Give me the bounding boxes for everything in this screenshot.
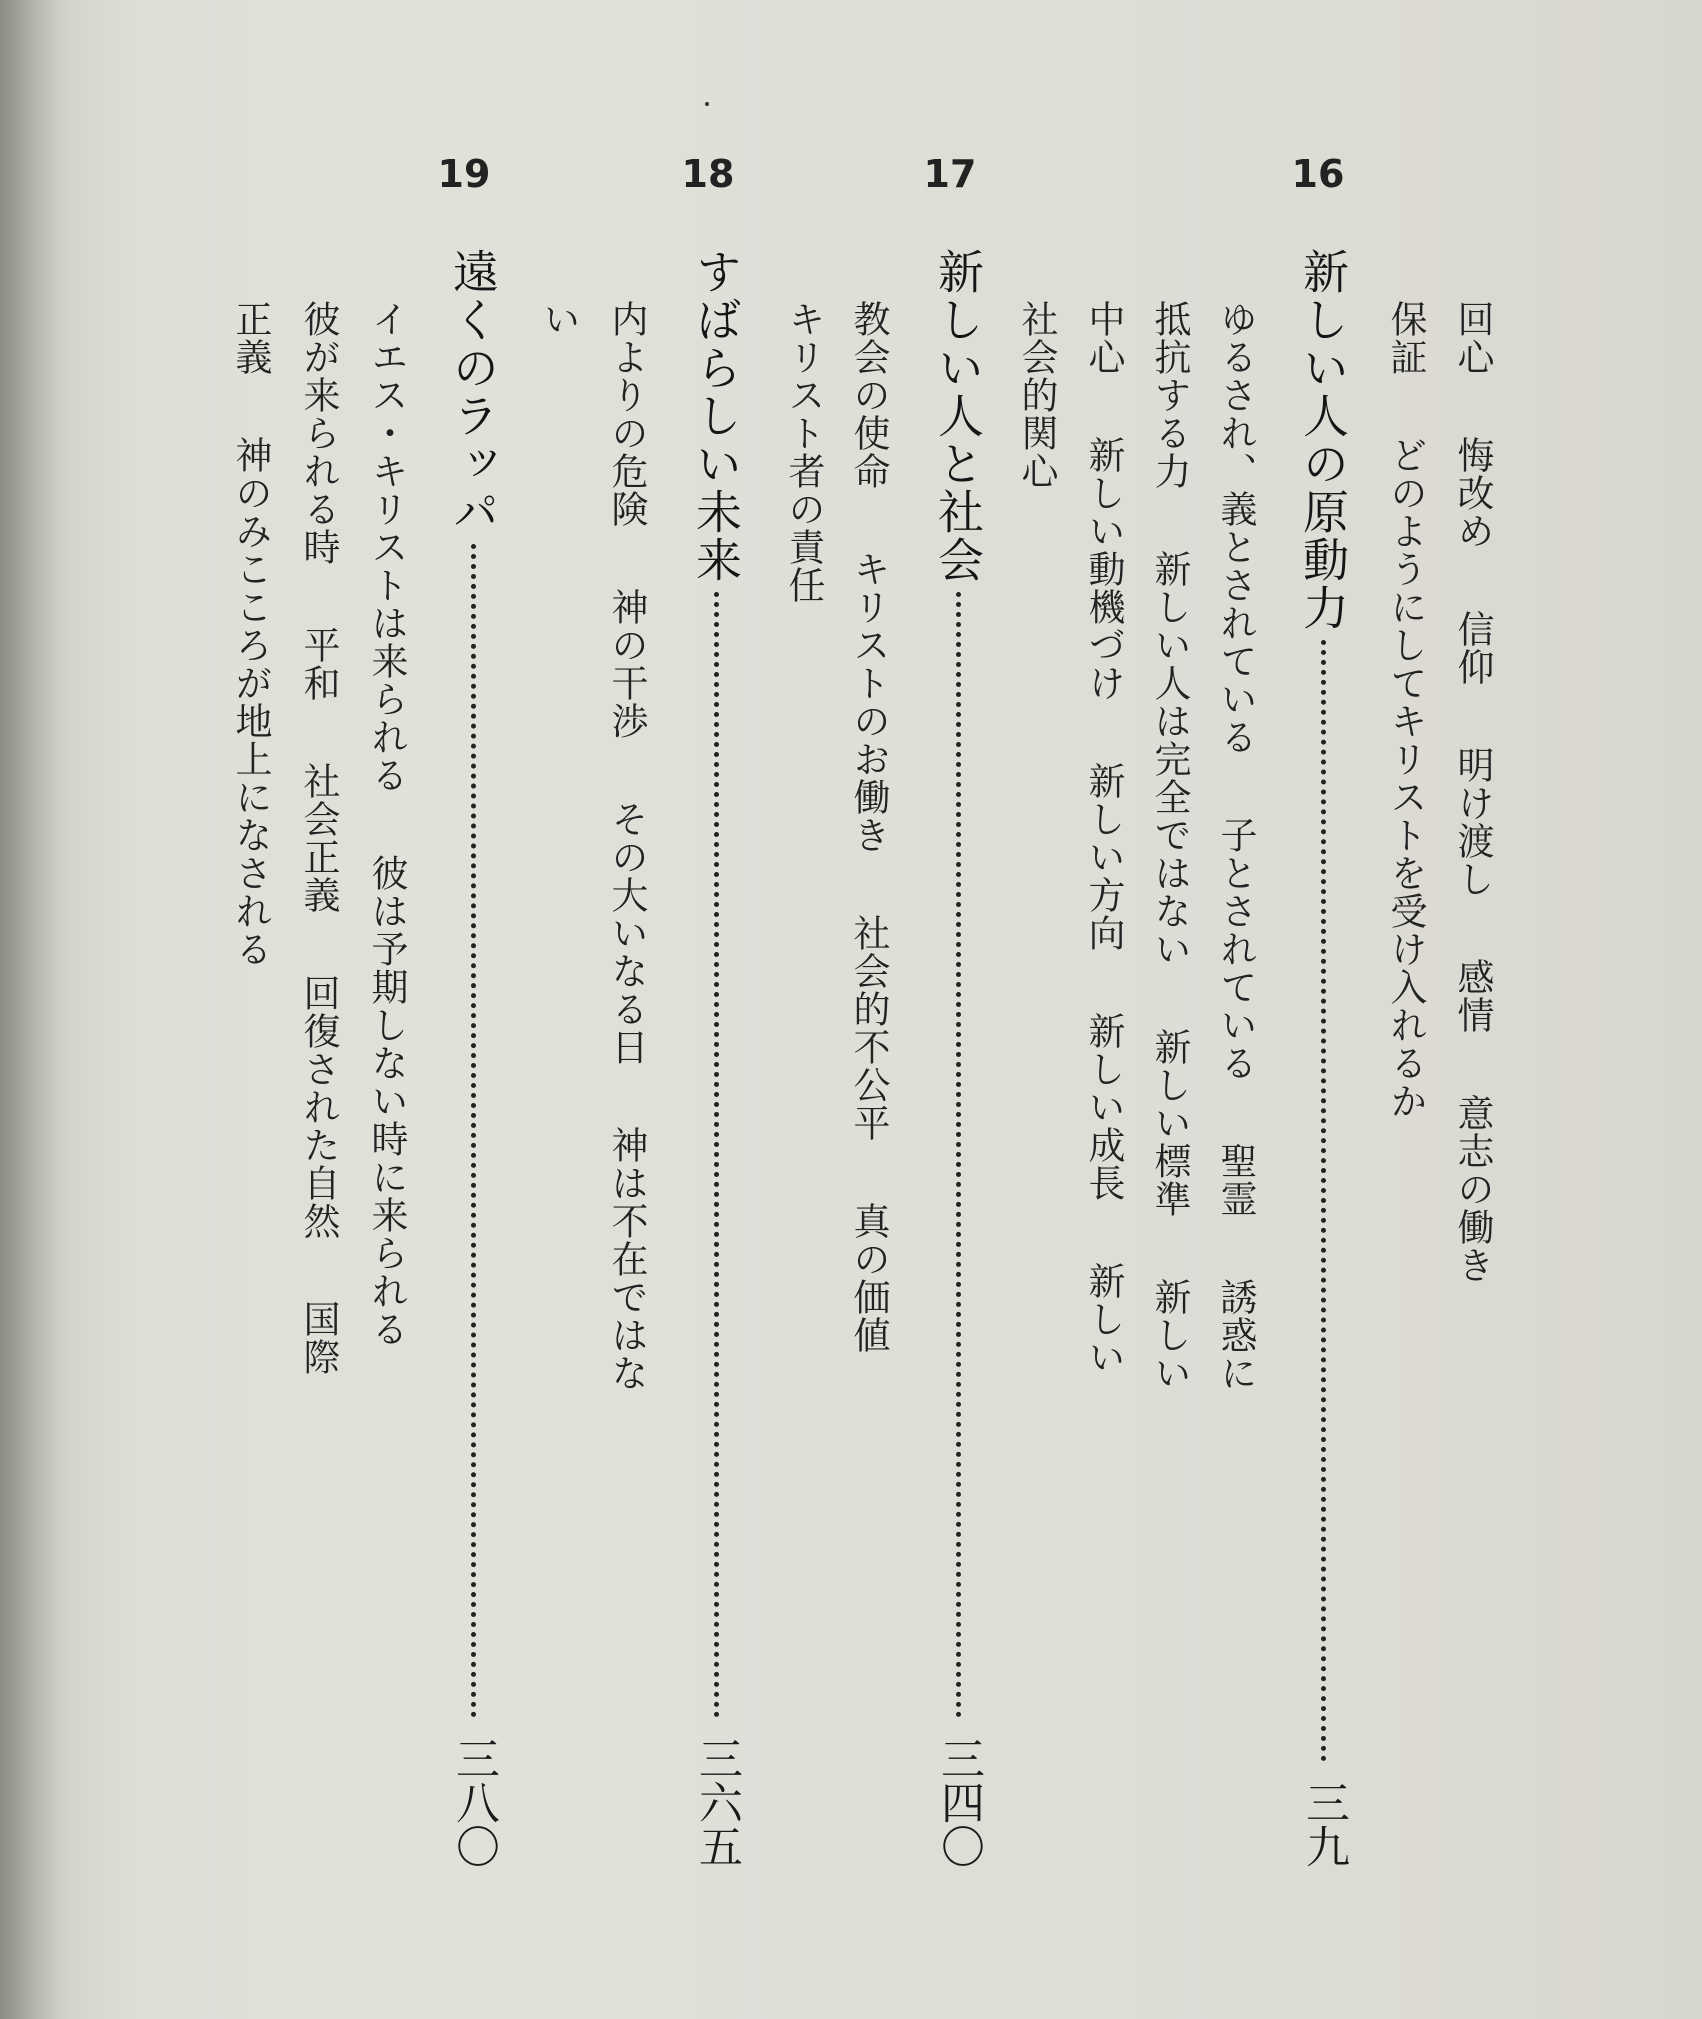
chapter-number-18: 18 — [681, 152, 735, 196]
page-number: 三四〇 — [933, 1736, 984, 1868]
chapter-16-heading — [1290, 248, 1356, 1868]
chapter-17-heading — [925, 248, 991, 1868]
ink-dot — [705, 102, 709, 106]
toc-line: 回心悔改め信仰明け渡し感情意志の働き — [1451, 300, 1494, 1284]
chapter-number-19: 19 — [437, 152, 491, 196]
chapter-title: 新しい人の原動力 — [1296, 248, 1350, 632]
page-number: 三九 — [1298, 1780, 1349, 1868]
toc-line: い — [537, 300, 580, 338]
toc-line: 社会的関心 — [1015, 300, 1058, 490]
dot-leader — [1321, 640, 1326, 1762]
dot-leader — [956, 592, 961, 1718]
toc-line: イエス・キリストは来られる彼は予期しない時に来られる — [365, 300, 408, 1348]
page-number: 三八〇 — [448, 1736, 499, 1868]
chapter-title: 新しい人と社会 — [931, 248, 985, 584]
toc-line: 中心新しい動機づけ新しい方向新しい成長新しい — [1082, 300, 1125, 1376]
toc-line: 内よりの危険神の干渉その大いなる日神は不在ではな — [605, 300, 648, 1392]
chapter-number-16: 16 — [1291, 152, 1345, 196]
toc-line: キリスト者の責任 — [782, 300, 825, 604]
toc-line: 保証どのようにしてキリストを受け入れるか — [1384, 300, 1427, 1120]
chapter-19-heading — [440, 248, 506, 1868]
toc-line: 抵抗する力新しい人は完全ではない新しい標準新しい — [1148, 300, 1191, 1392]
toc-line: 正義神のみこころが地上になされる — [229, 300, 272, 968]
page-number: 三六五 — [691, 1736, 742, 1868]
chapter-title: すばらしい未来 — [689, 248, 743, 584]
dot-leader — [714, 592, 719, 1718]
toc-line: 教会の使命キリストのお働き社会的不公平真の価値 — [847, 300, 890, 1354]
dot-leader — [471, 544, 476, 1718]
toc-line: ゆるされ、義とされている子とされている聖霊誘惑に — [1214, 300, 1257, 1392]
gutter-shadow — [0, 0, 60, 2019]
chapter-number-17: 17 — [923, 152, 977, 196]
chapter-title: 遠くのラッパ — [446, 248, 500, 536]
chapter-18-heading — [683, 248, 749, 1868]
toc-line: 彼が来られる時平和社会正義回復された自然国際 — [297, 300, 340, 1376]
